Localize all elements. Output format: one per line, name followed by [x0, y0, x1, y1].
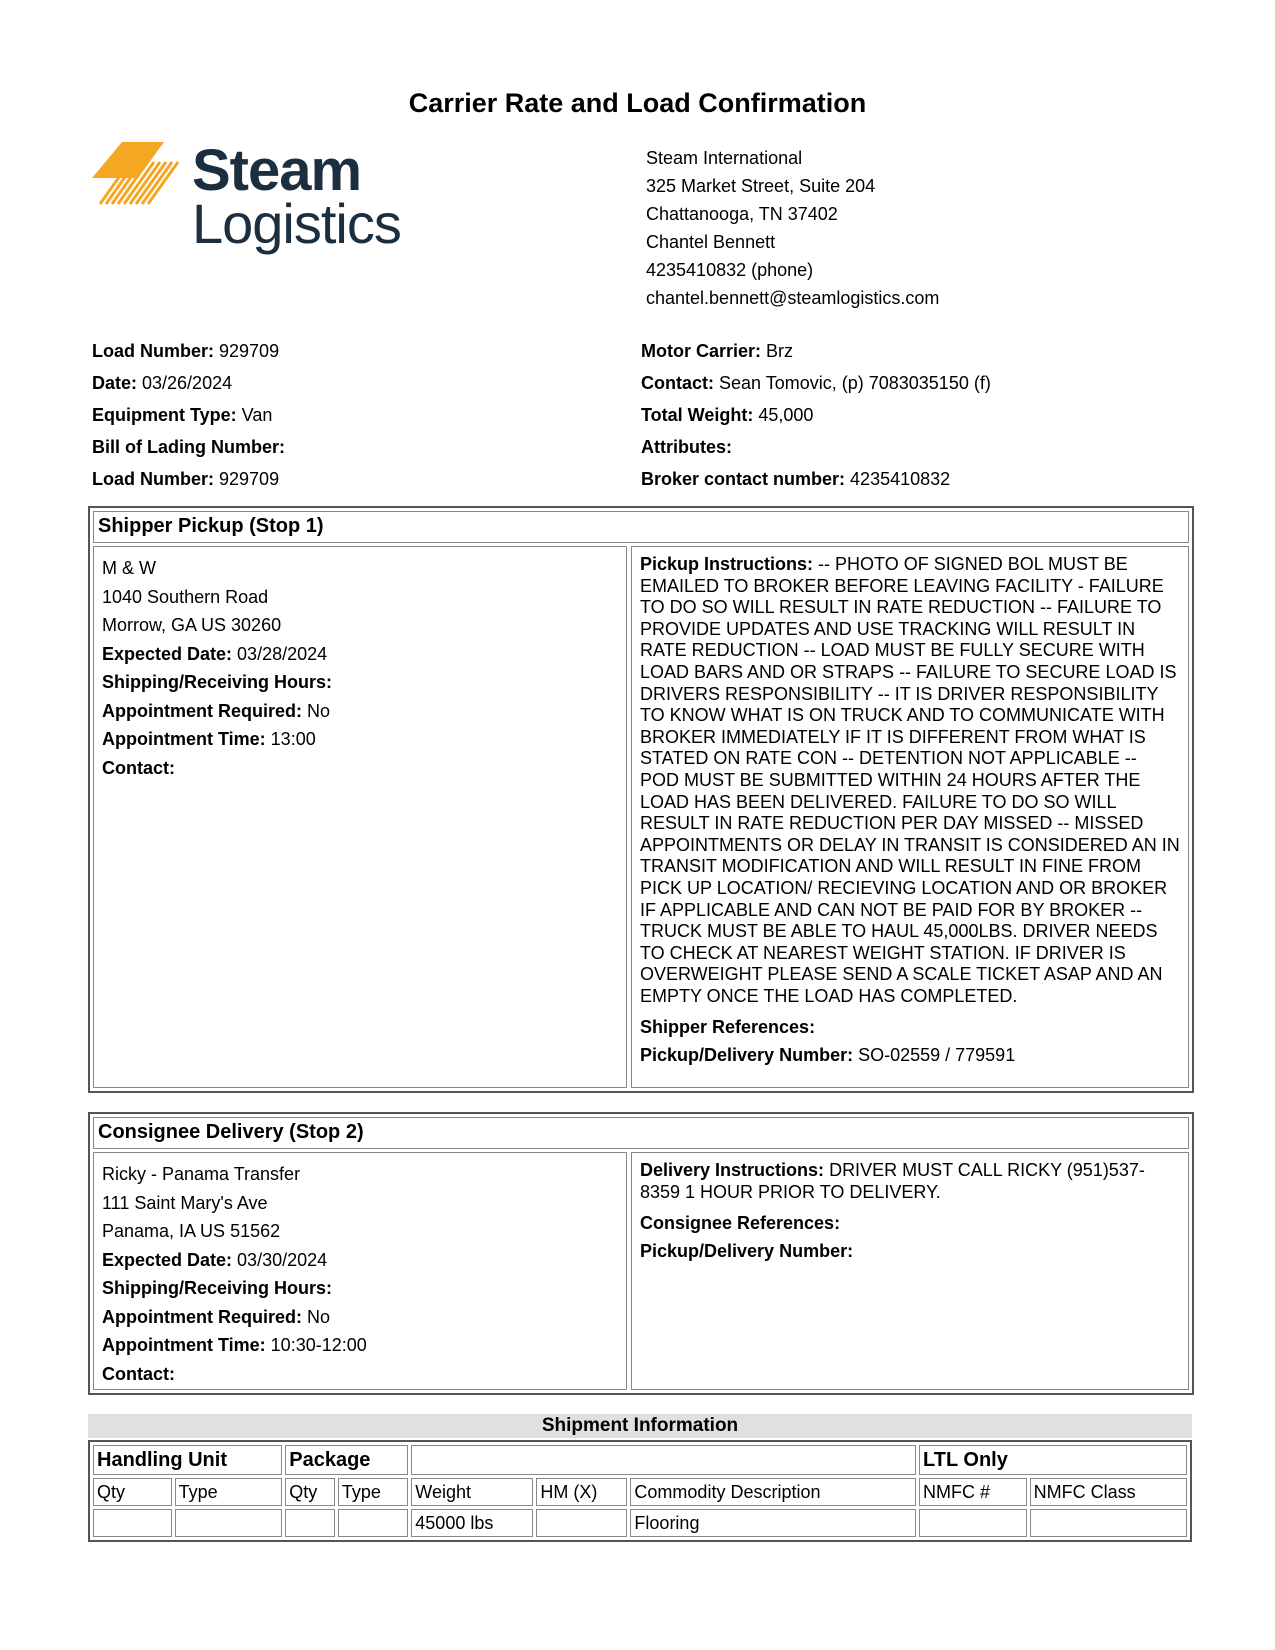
stop2-instructions-column — [631, 1152, 1189, 1390]
stop1-address-column — [93, 546, 627, 1088]
cell-nmfc-class — [1030, 1509, 1187, 1537]
table-row — [93, 1509, 1187, 1537]
delivery-instructions-text: DRIVER MUST CALL RICKY (951)537-8359 1 HOUR PRIOR TO DELIVERY. — [640, 1160, 1145, 1202]
stop2-heading: Consignee Delivery (Stop 2) — [93, 1117, 1189, 1149]
col-header-weight: Weight — [411, 1478, 533, 1506]
shipment-group-header-row — [93, 1445, 1187, 1475]
total-weight-value: 45,000 — [753, 405, 814, 425]
pickup-instructions-text: -- PHOTO OF SIGNED BOL MUST BE EMAILED TO BROKER BEFORE LEAVING FACILITY - FAILURE TO DO SO WILL RESULT IN RATE REDUCTION -- FAILURE TO PROVIDE UPDATES AND USE TRACKING WILL RESULT IN RATE REDUCTION -- LOAD MUST BE FULLY SECURE WITH LOAD BARS AND OR STRAPS -- FAILURE TO SECURE LOAD IS DRIVERS RESPONSIBILITY -- IT IS DRIVER RESPONSIBILITY TO KNOW WHAT IS ON TRUCK AND TO COMMUNICATE WITH BROKER IMMEDIATELY IF IT IS DIFFERENT FROM WHAT IS STATED ON RATE CON -- DETENTION NOT APPLICABLE -- POD MUST BE SUBMITTED WITHIN 24 HOURS AFTER THE LOAD HAS BEEN DELIVERED. FAILURE TO DO SO WILL RESULT IN RATE REDUCTION PER DAY MISSED -- MISSED APPOINTMENTS OR DELAY IN TRANSIT IS CONSIDERED AN IN TRANSIT MODIFICATION AND WILL RESULT IN FINE FROM PICK UP LOCATION/ RECIEVING LOCATION AND OR BROKER IF APPLICABLE AND CAN NOT BE PAID FOR BY BROKER --TRUCK MUST BE ABLE TO HAUL 45,000LBS. DRIVER NEEDS TO CHECK AT NEAREST WEIGHT STATION. IF DRIVER IS OVERWEIGHT PLEASE SEND A SCALE TICKET ASAP AND AN EMPTY ONCE THE LOAD HAS COMPLETED. — [640, 554, 1180, 1006]
cell-nmfc — [919, 1509, 1027, 1537]
attributes-label: Attributes: — [641, 437, 732, 457]
pickup-instructions — [640, 554, 1180, 1007]
delivery-instructions-label: Delivery Instructions: — [640, 1160, 825, 1180]
stop2-hours-label: Shipping/Receiving Hours: — [102, 1278, 333, 1298]
stop1-expected-label: Expected Date: — [102, 643, 233, 664]
broker-name: Steam International — [646, 148, 803, 168]
shipper-refs-label: Shipper References: — [640, 1017, 816, 1038]
stop2-name: Ricky - Panama Transfer — [102, 1164, 301, 1184]
stop2-pd-label: Pickup/Delivery Number: — [640, 1241, 854, 1262]
carrier-value: Brz — [761, 341, 794, 361]
broker-address — [646, 144, 939, 312]
stop1-pd-label: Pickup/Delivery Number: — [640, 1045, 854, 1066]
stop1-street: 1040 Southern Road — [102, 586, 269, 607]
load-number: 929709 — [214, 341, 280, 361]
stop2-appt-req: No — [302, 1306, 331, 1327]
carrier-info — [641, 335, 991, 495]
shipment-column-header-row — [93, 1478, 1187, 1506]
handling-unit-header: Handling Unit — [93, 1445, 282, 1475]
stop2-appt-req-label: Appointment Required: — [102, 1306, 302, 1327]
broker-phone-label: Broker contact number: — [641, 469, 846, 489]
company-logo — [92, 138, 412, 262]
stop2-city: Panama, IA US 51562 — [102, 1221, 281, 1241]
load-info — [92, 335, 285, 495]
col-header-hu-qty: Qty — [93, 1478, 172, 1506]
stop1-pd: SO-02559 / 779591 — [853, 1045, 1016, 1066]
blank-group-header — [411, 1445, 916, 1475]
col-header-hm: HM (X) — [536, 1478, 627, 1506]
stop1-name: M & W — [102, 558, 156, 578]
broker-street: 325 Market Street, Suite 204 — [646, 176, 876, 196]
shipment-info-heading: Shipment Information — [88, 1414, 1192, 1438]
date-label: Date: — [92, 373, 138, 393]
cell-hu-type — [175, 1509, 283, 1537]
stop2-expected: 03/30/2024 — [232, 1249, 328, 1270]
stop1-city: Morrow, GA US 30260 — [102, 615, 282, 635]
stop1-contact-label: Contact: — [102, 757, 175, 778]
total-weight-label: Total Weight: — [641, 405, 754, 425]
carrier-label: Motor Carrier: — [641, 341, 762, 361]
ltl-only-header: LTL Only — [919, 1445, 1187, 1475]
equipment-value: Van — [236, 405, 273, 425]
col-header-nmfc-class: NMFC Class — [1030, 1478, 1187, 1506]
col-header-hu-type: Type — [175, 1478, 283, 1506]
broker-phone: 4235410832 (phone) — [646, 260, 814, 280]
stop1-hours-label: Shipping/Receiving Hours: — [102, 672, 333, 692]
delivery-instructions — [640, 1160, 1180, 1203]
equipment-label: Equipment Type: — [92, 405, 237, 425]
cell-hu-qty — [93, 1509, 172, 1537]
package-header: Package — [285, 1445, 408, 1475]
stop1-appt-req: No — [302, 700, 331, 721]
cell-weight: 45000 lbs — [411, 1509, 533, 1537]
stop2-expected-label: Expected Date: — [102, 1249, 233, 1270]
consignee-delivery-section — [88, 1112, 1194, 1395]
date-value: 03/26/2024 — [137, 373, 233, 393]
stop2-address-column — [93, 1152, 627, 1390]
stop2-contact-label: Contact: — [102, 1363, 175, 1384]
col-header-pkg-type: Type — [338, 1478, 408, 1506]
stop1-expected: 03/28/2024 — [232, 643, 328, 664]
shipment-table — [88, 1440, 1192, 1542]
cell-hm — [536, 1509, 627, 1537]
broker-phone-value: 4235410832 — [845, 469, 951, 489]
logo-logistics-text: Logistics — [192, 192, 401, 255]
pickup-instructions-label: Pickup Instructions: — [640, 554, 814, 574]
stop2-appt-time-label: Appointment Time: — [102, 1335, 266, 1355]
carrier-contact-label: Contact: — [641, 373, 714, 393]
broker-city: Chattanooga, TN 37402 — [646, 204, 838, 224]
logo-steam-text: Steam — [192, 138, 362, 203]
stop1-appt-time-label: Appointment Time: — [102, 729, 266, 749]
stop2-street: 111 Saint Mary's Ave — [102, 1192, 268, 1213]
load-number-label: Load Number: — [92, 341, 215, 361]
broker-email: chantel.bennett@steamlogistics.com — [646, 288, 940, 308]
carrier-contact-value: Sean Tomovic, (p) 7083035150 (f) — [714, 373, 991, 393]
load-number2-label: Load Number: — [92, 469, 215, 489]
col-header-pkg-qty: Qty — [285, 1478, 335, 1506]
stop1-appt-req-label: Appointment Required: — [102, 700, 302, 721]
cell-pkg-qty — [285, 1509, 335, 1537]
load-number2: 929709 — [214, 469, 280, 489]
bol-label: Bill of Lading Number: — [92, 437, 285, 457]
col-header-commodity: Commodity Description — [630, 1478, 916, 1506]
consignee-refs-label: Consignee References: — [640, 1213, 841, 1234]
stop2-appt-time: 10:30-12:00 — [265, 1335, 367, 1355]
stop1-heading: Shipper Pickup (Stop 1) — [93, 511, 1189, 543]
cell-pkg-type — [338, 1509, 408, 1537]
document-title: Carrier Rate and Load Confirmation — [408, 88, 867, 118]
shipper-pickup-section — [88, 506, 1194, 1093]
cell-commodity: Flooring — [630, 1509, 916, 1537]
broker-contact: Chantel Bennett — [646, 232, 776, 252]
col-header-nmfc: NMFC # — [919, 1478, 1027, 1506]
stop1-appt-time: 13:00 — [265, 729, 316, 749]
logo-stripes-icon — [92, 142, 192, 222]
stop1-instructions-column — [631, 546, 1189, 1088]
